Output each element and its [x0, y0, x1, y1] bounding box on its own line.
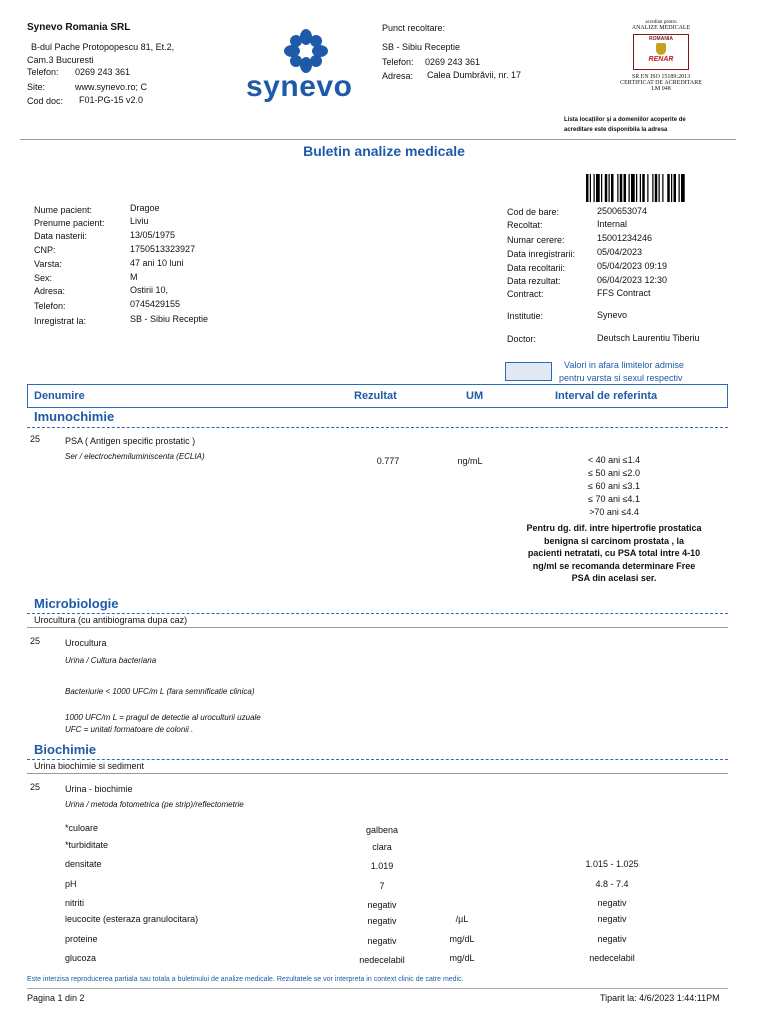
test-name-psa: PSA ( Antigen specific prostatic )	[65, 436, 196, 446]
header-result: Rezultat	[354, 390, 397, 402]
company-phone-label: Telefon:	[27, 67, 59, 77]
patient-field-label: Sex:	[34, 273, 53, 283]
param-name: *turbiditate	[65, 840, 109, 850]
order-field-value: Synevo	[597, 310, 628, 320]
section-imunochimie-title: Imunochimie	[34, 409, 115, 424]
coat-of-arms-icon	[656, 43, 666, 55]
company-doc-code: F01-PG-15 v2.0	[79, 95, 144, 105]
synevo-logo-text: synevo	[246, 70, 353, 103]
company-site-label: Site:	[27, 82, 46, 92]
param-result: negativ	[367, 916, 397, 926]
patient-field-value: 47 ani 10 luni	[130, 258, 184, 268]
order-field-label: Doctor:	[507, 334, 537, 344]
patient-field-label: Varsta:	[34, 259, 62, 269]
param-range: 4.8 - 7.4	[595, 879, 629, 889]
order-field-value: 05/04/2023 09:19	[597, 261, 668, 271]
company-name: Synevo Romania SRL	[27, 22, 131, 33]
order-field-value: 06/04/2023 12:30	[597, 275, 668, 285]
patient-field-label: Data nasterii:	[34, 231, 88, 241]
psa-note-line: benigna si carcinom prostata , la	[543, 535, 685, 546]
section-divider	[27, 427, 728, 428]
param-range: 1.015 - 1.025	[585, 859, 639, 869]
collection-address-label: Adresa:	[382, 71, 414, 81]
section-biochimie-title: Biochimie	[34, 742, 97, 757]
param-range: nedecelabil	[589, 953, 635, 963]
patient-field-value: SB - Sibiu Receptie	[130, 314, 209, 324]
order-field-value: Deutsch Laurentiu Tiberiu	[597, 333, 700, 343]
order-field-label: Institutie:	[507, 311, 544, 321]
print-timestamp: Tiparit la: 4/6/2023 1:44:11PM	[600, 993, 720, 1003]
param-name: glucoza	[65, 953, 97, 963]
barcode-icon	[586, 174, 718, 202]
param-result: nedecelabil	[359, 955, 405, 965]
collection-point-name: SB - Sibiu Receptie	[382, 42, 461, 52]
results-table-header	[27, 384, 728, 408]
test-name-urocultura: Urocultura	[65, 638, 107, 648]
param-name: proteine	[65, 934, 98, 944]
param-range: negativ	[597, 914, 627, 924]
header-um: UM	[466, 390, 484, 402]
patient-field-label: Prenume pacient:	[34, 218, 105, 228]
um-psa: ng/mL	[457, 456, 483, 466]
patient-field-value: Ostirii 10,	[130, 285, 169, 295]
order-field-value: FFS Contract	[597, 288, 651, 298]
param-name: densitate	[65, 859, 102, 869]
order-field-label: Data inregistrarii:	[507, 249, 576, 259]
patient-field-value: 1750513323927	[130, 244, 196, 254]
patient-field-label: CNP:	[34, 245, 56, 255]
psa-note-line: PSA din acelasi ser.	[571, 573, 657, 583]
renar-badge	[633, 34, 689, 70]
panel-urina: Urina biochimie si sediment	[34, 761, 145, 771]
urocultura-note1: 1000 UFC/m L = pragul de detectie al uroculturii uzuale	[65, 713, 261, 722]
panel-urocultura: Urocultura (cu antibiograma dupa caz)	[34, 615, 188, 625]
order-field-label: Numar cerere:	[507, 235, 565, 245]
param-result: 1.019	[370, 861, 394, 871]
section-microbiologie-title: Microbiologie	[34, 596, 119, 611]
accreditation-line4: CERTIFICAT DE ACREDITARE	[620, 80, 702, 86]
footer-divider	[27, 988, 728, 989]
psa-note-line: Pentru dg. dif. intre hipertrofie prostatica	[526, 523, 702, 533]
legend-swatch	[505, 362, 552, 381]
psa-range-line: >70 ani ≤4.4	[589, 507, 639, 517]
order-field-label: Data rezultat:	[507, 276, 561, 286]
param-result: 7	[379, 881, 385, 891]
test-code: 25	[30, 782, 41, 792]
order-field-label: Contract:	[507, 289, 544, 299]
accreditation-line3: SR EN ISO 15189:2013	[631, 74, 691, 80]
order-field-value: 05/04/2023	[597, 247, 643, 257]
param-um: mg/dL	[449, 953, 475, 963]
psa-range-line: ≤ 60 ani ≤3.1	[588, 481, 640, 491]
param-range: negativ	[597, 898, 627, 908]
header-divider	[20, 139, 736, 140]
collection-address: Calea Dumbrăvii, nr. 17	[427, 70, 522, 80]
urocultura-note2: UFC = unitati formatoare de colonii .	[65, 725, 194, 734]
company-doc-label: Cod doc:	[27, 96, 64, 106]
header-range: Interval de referinta	[555, 390, 658, 402]
accreditation-block	[605, 18, 717, 116]
section-divider	[27, 759, 728, 760]
renar-badge-top: ROMANIA	[649, 36, 673, 42]
accreditation-line1: acreditat pentru	[645, 20, 677, 25]
panel-divider	[27, 773, 728, 774]
collection-phone-label: Telefon:	[382, 57, 414, 67]
param-range: negativ	[597, 934, 627, 944]
order-field-label: Cod de bare:	[507, 207, 560, 217]
accreditation-line2: ANALIZE MEDICALE	[631, 25, 691, 31]
synevo-flower-logo-icon	[283, 28, 329, 74]
patient-field-label: Adresa:	[34, 286, 66, 296]
order-field-value: 15001234246	[597, 233, 653, 243]
result-psa: 0.777	[376, 456, 400, 466]
footer-disclaimer: Este interzisa reproducerea partiala sau totala a buletinului de analize medicale. Rezultatele se vor interpreta in context clinic de catre medic.	[27, 976, 464, 983]
header-name: Denumire	[34, 390, 85, 402]
psa-range-line: ≤ 50 ani ≤2.0	[588, 468, 640, 478]
param-result: clara	[372, 842, 392, 852]
company-address-line2: Cam.3 Bucuresti	[27, 55, 94, 65]
param-um: /µL	[455, 914, 469, 924]
param-result: galbena	[365, 825, 399, 835]
order-field-value: 2500653074	[597, 206, 648, 216]
company-site: www.synevo.ro; C	[75, 82, 148, 92]
test-method-urocultura: Urina / Cultura bacteriana	[65, 656, 157, 665]
param-um: mg/dL	[449, 934, 475, 944]
test-method-urina: Urina / metoda fotometrica (pe strip)/reflectometrie	[65, 800, 244, 809]
param-name: leucocite (esteraza granulocitara)	[65, 914, 199, 924]
psa-note-line: pacienti netratati, cu PSA total intre 4-10	[527, 548, 701, 558]
patient-field-value: Liviu	[130, 216, 149, 226]
param-name: pH	[65, 879, 77, 889]
order-field-label: Data recoltarii:	[507, 263, 566, 273]
test-name-urina: Urina - biochimie	[65, 784, 133, 794]
psa-range-line: ≤ 70 ani ≤4.1	[588, 494, 640, 504]
section-divider	[27, 613, 728, 614]
company-address-line1: B-dul Pache Protopopescu 81, Et.2,	[31, 42, 175, 52]
patient-field-label: Telefon:	[34, 301, 66, 311]
param-name: nitriti	[65, 898, 85, 908]
urocultura-result: Bacteriurie < 1000 UFC/m L (fara semnificatie clinica)	[65, 687, 255, 696]
renar-badge-bottom: RENAR	[648, 56, 674, 63]
patient-field-label: Nume pacient:	[34, 205, 93, 215]
order-field-label: Recoltat:	[507, 220, 543, 230]
panel-divider	[27, 627, 728, 628]
patient-field-value: M	[130, 272, 138, 282]
company-phone: 0269 243 361	[75, 67, 131, 77]
psa-range-line: < 40 ani ≤1.4	[587, 455, 641, 465]
patient-field-value: Dragoe	[130, 203, 160, 213]
page-number: Pagina 1 din 2	[27, 993, 85, 1003]
test-code: 25	[30, 434, 41, 444]
patient-field-value: 0745429155	[130, 299, 181, 309]
test-method-psa: Ser / electrochemiluminiscenta (ECLIA)	[65, 452, 205, 461]
accreditation-note-line2: acreditare este disponibila la adresa	[564, 127, 668, 133]
param-result: negativ	[367, 936, 397, 946]
patient-field-value: 13/05/1975	[130, 230, 176, 240]
collection-point-title: Punct recoltare:	[382, 23, 446, 33]
legend-line2: pentru varsta si sexul respectiv	[559, 373, 683, 383]
param-name: *culoare	[65, 823, 99, 833]
patient-field-label: Inregistrat la:	[34, 316, 87, 326]
accreditation-line5: LM 048	[651, 86, 671, 92]
param-result: negativ	[367, 900, 397, 910]
accreditation-note-line1: Lista locațiilor și a domeniilor acoperite de	[564, 117, 686, 123]
report-title: Buletin analize medicale	[303, 143, 465, 159]
collection-phone: 0269 243 361	[425, 57, 481, 67]
test-code: 25	[30, 636, 41, 646]
psa-note-line: ng/ml se recomanda determinare Free	[532, 560, 696, 571]
order-field-value: Internal	[597, 219, 628, 229]
legend-line1: Valori in afara limitelor admise	[564, 360, 684, 370]
